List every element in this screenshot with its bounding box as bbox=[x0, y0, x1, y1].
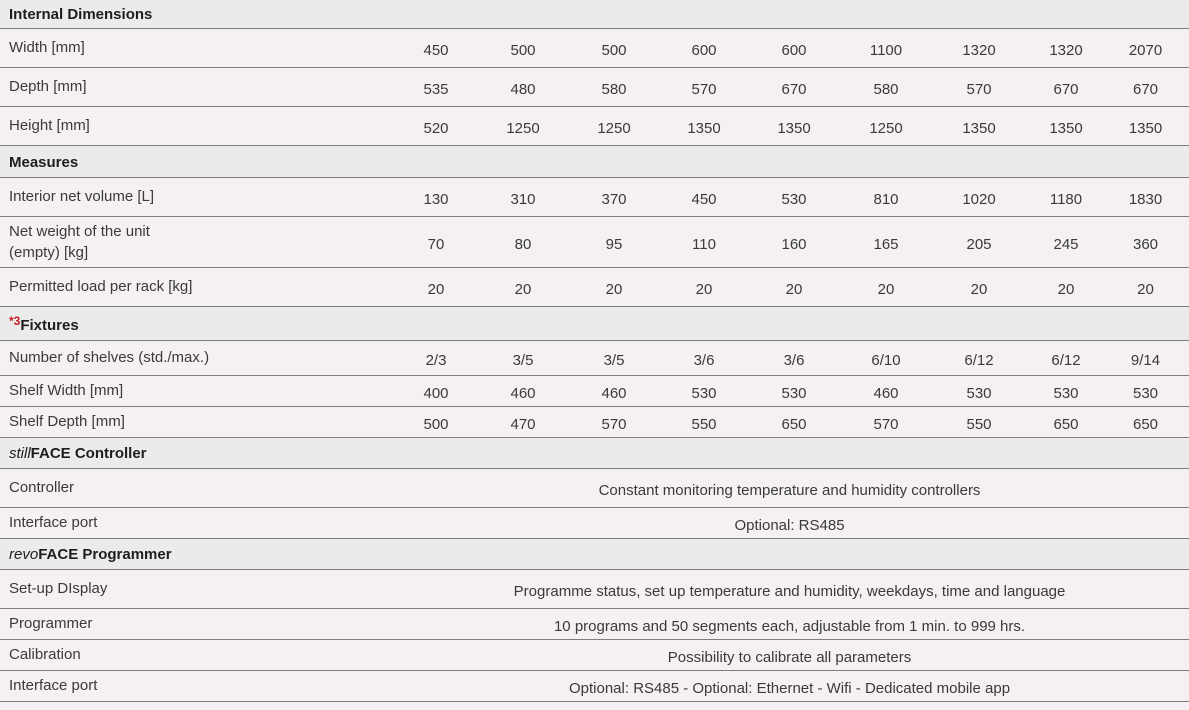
section-controller bbox=[0, 437, 1189, 468]
value-cell: 3/6 bbox=[783, 352, 805, 369]
row-label bbox=[0, 216, 390, 267]
row-shelf-width bbox=[0, 375, 1189, 406]
value-cell: 1350 bbox=[962, 120, 996, 137]
value-cell: 550 bbox=[966, 416, 992, 433]
row-label-line2: (empty) [kg] bbox=[9, 243, 89, 261]
value-cell: 400 bbox=[423, 385, 449, 402]
section-title bbox=[0, 538, 1189, 569]
value-cell: 450 bbox=[691, 191, 717, 208]
value-cell: 500 bbox=[601, 42, 627, 59]
section-measures bbox=[0, 145, 1189, 177]
value-cell: 1020 bbox=[962, 191, 996, 208]
value-cell: 80 bbox=[514, 236, 532, 253]
section-internal-dimensions bbox=[0, 0, 1189, 28]
value-cell: 1350 bbox=[777, 120, 811, 137]
row-label: Height [mm] bbox=[9, 117, 90, 134]
row-label: Depth [mm] bbox=[9, 78, 87, 95]
row-programmer bbox=[0, 608, 1189, 639]
row-volume bbox=[0, 177, 1189, 216]
value-cell: 20 bbox=[785, 281, 803, 298]
value-cell: 550 bbox=[691, 416, 717, 433]
value-cell: 670 bbox=[1053, 81, 1079, 98]
value-cell: 460 bbox=[873, 385, 899, 402]
row-load bbox=[0, 267, 1189, 306]
value-cell: 130 bbox=[423, 191, 449, 208]
value-cell: 20 bbox=[877, 281, 895, 298]
row-label: Shelf Depth [mm] bbox=[9, 413, 125, 430]
value-cell: 535 bbox=[423, 81, 449, 98]
value-cell: 1100 bbox=[869, 42, 903, 59]
value-cell: 470 bbox=[510, 416, 536, 433]
value-cell: 1250 bbox=[506, 120, 540, 137]
section-title: Measures bbox=[9, 153, 79, 171]
value-cell: 20 bbox=[514, 281, 532, 298]
value-cell: 20 bbox=[605, 281, 623, 298]
value-cell: 1250 bbox=[597, 120, 631, 137]
value-cell: 20 bbox=[427, 281, 445, 298]
value-cell: 1830 bbox=[1128, 191, 1163, 208]
section-programmer bbox=[0, 538, 1189, 569]
row-setup-display bbox=[0, 569, 1189, 608]
section-title-text: FACE Controller bbox=[30, 445, 147, 462]
row-label: Number of shelves (std./max.) bbox=[9, 348, 210, 366]
value-cell: 6/10 bbox=[871, 352, 901, 369]
row-label: Set-up DIsplay bbox=[9, 580, 108, 597]
value-cell: 500 bbox=[510, 42, 536, 59]
value-cell: 580 bbox=[601, 81, 627, 98]
section-title bbox=[0, 437, 1189, 468]
row-interface-port-1 bbox=[0, 507, 1189, 538]
row-interface-port-2 bbox=[0, 670, 1189, 701]
section-title-italic: still bbox=[9, 445, 31, 462]
value-cell: 530 bbox=[781, 191, 807, 208]
value-cell: 530 bbox=[1133, 385, 1159, 402]
value-cell: 165 bbox=[873, 236, 899, 253]
value-cell: 370 bbox=[601, 191, 627, 208]
value-cell: 1350 bbox=[1128, 120, 1163, 137]
row-calibration bbox=[0, 639, 1189, 670]
value-cell: 670 bbox=[781, 81, 807, 98]
section-title-text: FACE Programmer bbox=[38, 546, 172, 563]
value-cell: 1320 bbox=[962, 42, 996, 59]
value-cell: 6/12 bbox=[1051, 352, 1081, 369]
row-controller bbox=[0, 468, 1189, 507]
value-cell: 1320 bbox=[1049, 42, 1083, 59]
row-value: Constant monitoring temperature and humidity controllers bbox=[598, 482, 981, 499]
value-cell: 95 bbox=[605, 236, 623, 253]
value-cell: 360 bbox=[1133, 236, 1159, 253]
value-cell: 580 bbox=[873, 81, 899, 98]
value-cell: 600 bbox=[691, 42, 717, 59]
footnote-ref: *3 bbox=[9, 314, 21, 328]
value-cell: 570 bbox=[601, 416, 627, 433]
value-cell: 310 bbox=[510, 191, 536, 208]
row-value: Optional: RS485 bbox=[734, 517, 845, 534]
value-cell: 205 bbox=[966, 236, 992, 253]
value-cell: 650 bbox=[1133, 416, 1159, 433]
value-cell: 70 bbox=[427, 236, 445, 253]
row-value: Optional: RS485 - Optional: Ethernet - Wifi - Dedicated mobile app bbox=[568, 680, 1011, 697]
row-label: Interface port bbox=[9, 677, 98, 694]
value-cell: 650 bbox=[781, 416, 807, 433]
row-width bbox=[0, 28, 1189, 67]
value-cell: 20 bbox=[695, 281, 713, 298]
row-shelf-depth bbox=[0, 406, 1189, 437]
value-cell: 20 bbox=[970, 281, 988, 298]
value-cell: 1250 bbox=[869, 120, 903, 137]
value-cell: 160 bbox=[781, 236, 807, 253]
row-label: Shelf Width [mm] bbox=[9, 382, 124, 399]
row-label: Programmer bbox=[9, 615, 93, 632]
value-cell: 480 bbox=[510, 81, 536, 98]
row-label: Controller bbox=[9, 479, 75, 496]
value-cell: 1350 bbox=[687, 120, 721, 137]
value-cell: 650 bbox=[1053, 416, 1079, 433]
value-cell: 20 bbox=[1057, 281, 1075, 298]
value-cell: 20 bbox=[1137, 281, 1154, 298]
section-title-italic: revo bbox=[9, 546, 39, 563]
value-cell: 245 bbox=[1053, 236, 1079, 253]
value-cell: 530 bbox=[781, 385, 807, 402]
value-cell: 3/5 bbox=[512, 352, 534, 369]
section-title bbox=[0, 306, 1189, 340]
value-cell: 460 bbox=[601, 385, 627, 402]
row-label: Calibration bbox=[9, 646, 81, 663]
value-cell: 530 bbox=[966, 385, 992, 402]
value-cell: 110 bbox=[692, 236, 716, 253]
section-fixtures bbox=[0, 306, 1189, 340]
value-cell: 570 bbox=[966, 81, 992, 98]
value-cell: 530 bbox=[1053, 385, 1079, 402]
value-cell: 600 bbox=[781, 42, 807, 59]
row-value: 10 programs and 50 segments each, adjustable from 1 min. to 999 hrs. bbox=[553, 618, 1026, 635]
value-cell: 2/3 bbox=[425, 352, 447, 369]
value-cell: 6/12 bbox=[964, 352, 994, 369]
value-cell: 450 bbox=[423, 42, 449, 59]
section-title-text: Fixtures bbox=[20, 317, 79, 334]
row-label: Interface port bbox=[9, 514, 98, 531]
value-cell: 810 bbox=[873, 191, 899, 208]
row-label: Width [mm] bbox=[9, 39, 85, 56]
row-label: Interior net volume [L] bbox=[9, 188, 155, 205]
value-cell: 500 bbox=[423, 416, 449, 433]
value-cell: 520 bbox=[423, 120, 449, 137]
value-cell: 530 bbox=[691, 385, 717, 402]
value-cell: 570 bbox=[691, 81, 717, 98]
value-cell: 3/5 bbox=[603, 352, 625, 369]
section-title: Internal Dimensions bbox=[9, 6, 153, 24]
value-cell: 460 bbox=[510, 385, 536, 402]
value-cell: 2070 bbox=[1128, 42, 1163, 59]
row-depth bbox=[0, 67, 1189, 106]
row-value: Programme status, set up temperature and humidity, weekdays, time and language bbox=[513, 583, 1066, 600]
row-weight bbox=[0, 216, 1189, 267]
value-cell: 9/14 bbox=[1130, 352, 1161, 369]
value-cell: 1180 bbox=[1049, 191, 1083, 208]
value-cell: 1350 bbox=[1049, 120, 1083, 137]
value-cell: 3/6 bbox=[693, 352, 715, 369]
row-label: Permitted load per rack [kg] bbox=[9, 278, 193, 295]
value-cell: 670 bbox=[1133, 81, 1159, 98]
row-label-line1: Net weight of the unit bbox=[9, 222, 150, 240]
row-value: Possibility to calibrate all parameters bbox=[667, 649, 912, 666]
row-shelves bbox=[0, 340, 1189, 375]
row-height bbox=[0, 106, 1189, 145]
value-cell: 570 bbox=[873, 416, 899, 433]
